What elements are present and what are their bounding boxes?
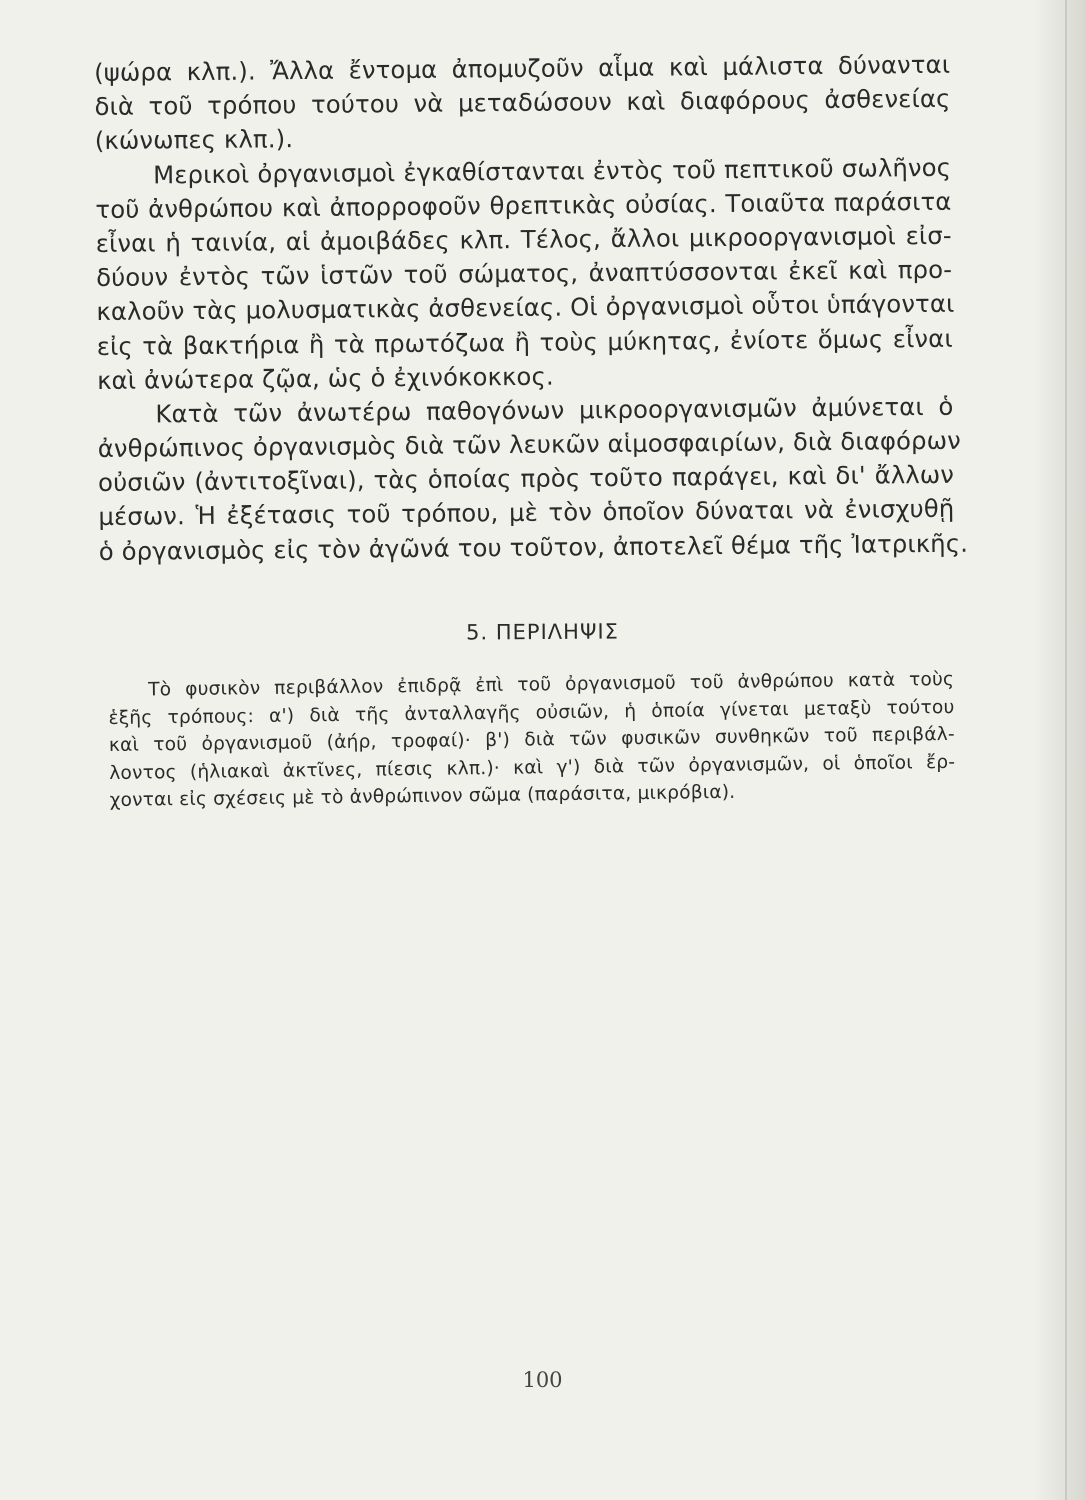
- body-line: εἰς τὰ βακτήρια ἢ τὰ πρωτόζωα ἢ τοὺς μύκητας, ἐνίοτε ὅμως εἶναι: [96, 323, 953, 361]
- page-gutter-shadow: [1033, 0, 1085, 1500]
- body-line: ὁ ὀργανισμὸς εἰς τὸν ἀγῶνά του τοῦτον, ἀποτελεῖ θέμα τῆς Ἰατρικῆς.: [98, 528, 969, 566]
- body-line: (κώνωπες κλπ.).: [94, 124, 294, 156]
- body-line: οὐσιῶν (ἀντιτοξῖναι), τὰς ὁποίας πρὸς τοῦτο παράγει, καὶ δι' ἄλλων: [97, 460, 955, 498]
- section-heading: 5. ΠΕΡΙΛΗΨΙΣ: [466, 619, 619, 645]
- body-line: μέσων. Ἡ ἐξέτασις τοῦ τρόπου, μὲ τὸν ὁποῖον δύναται νὰ ἐνισχυθῇ: [98, 494, 955, 532]
- body-line: ἀνθρώπινος ὀργανισμὸς διὰ τῶν λευκῶν αἱμοσφαιρίων, διὰ διαφόρων: [97, 425, 962, 464]
- summary-line: χονται εἰς σχέσεις μὲ τὸ ἀνθρώπινον σῶμα (παράσιτα, μικρόβια).: [109, 781, 736, 811]
- summary-line: καὶ τοῦ ὀργανισμοῦ (ἀήρ, τροφαί)· β') διὰ τῶν φυσικῶν συνθηκῶν τοῦ περιβάλ-: [108, 723, 955, 756]
- body-line: διὰ τοῦ τρόπου τούτου νὰ μεταδώσουν καὶ διαφόρους ἀσθενείας: [94, 83, 951, 122]
- page-number: 100: [522, 1368, 563, 1392]
- body-line: εἶναι ἡ ταινία, αἱ ἀμοιβάδες κλπ. Τέλος, ἄλλοι μικροοργανισμοὶ εἰσ-: [95, 220, 952, 258]
- body-line: καὶ ἀνώτερα ζῷα, ὡς ὁ ἐχινόκοκκος.: [96, 361, 554, 395]
- summary-line: Τὸ φυσικὸν περιβάλλον ἐπιδρᾷ ἐπὶ τοῦ ὀργανισμοῦ τοῦ ἀνθρώπου κατὰ τοὺς: [148, 668, 955, 701]
- summary-text: [108, 666, 956, 815]
- body-line: Κατὰ τῶν ἀνωτέρω παθογόνων μικροοργανισμῶν ἀμύνεται ὁ: [155, 391, 954, 429]
- body-line: Μερικοὶ ὀργανισμοὶ ἐγκαθίστανται ἐντὸς τοῦ πεπτικοῦ σωλῆνος: [153, 152, 952, 189]
- body-text: [94, 48, 969, 569]
- body-line: καλοῦν τὰς μολυσματικὰς ἀσθενείας. Οἱ ὀργανισμοὶ οὗτοι ὑπάγονται: [96, 289, 955, 327]
- page-edge: [1065, 0, 1067, 1500]
- body-line: δύουν ἐντὸς τῶν ἱστῶν τοῦ σώματος, ἀναπτύσσονται ἐκεῖ καὶ προ-: [95, 254, 953, 293]
- summary-line: ἑξῆς τρόπους: α') διὰ τῆς ἀνταλλαγῆς οὐσιῶν, ἡ ὁποία γίνεται μεταξὺ τούτου: [108, 696, 955, 729]
- body-line: (ψώρα κλπ.). Ἄλλα ἔντομα ἀπομυζοῦν αἷμα καὶ μάλιστα δύνανται: [94, 49, 951, 87]
- summary-line: λοντος (ἡλιακαὶ ἀκτῖνες, πίεσις κλπ.)· καὶ γ') διὰ τῶν ὀργανισμῶν, οἱ ὁποῖοι ἔρ-: [109, 751, 956, 784]
- body-line: τοῦ ἀνθρώπου καὶ ἀπορροφοῦν θρεπτικὰς οὐσίας. Τοιαῦτα παράσιτα: [95, 186, 952, 224]
